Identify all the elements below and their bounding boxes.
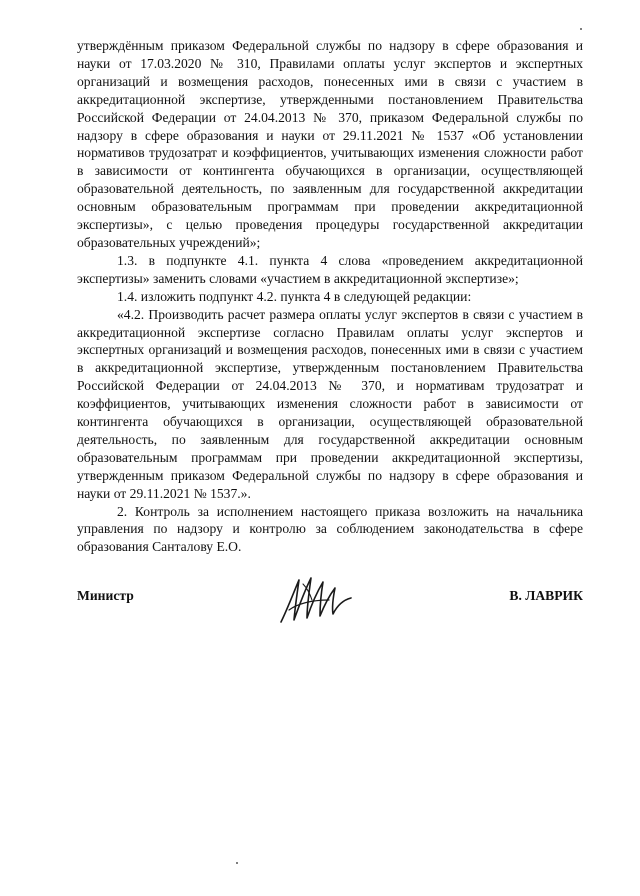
paragraph-item-2: 2. Контроль за исполнением настоящего приказа возложить на начальника управления по надзору и контролю за соблюдением законодательства в сфере образования Санталову Е.О. [77,503,583,555]
scan-speck [580,28,582,30]
paragraph-quoted-4-2: «4.2. Производить расчет размера оплаты услуг экспертов в связи с участием в аккредитационной экспертизе согласно Правилам оплаты услуг экспертов и экспертных организаций и возмещения расходов, понесенных ими в связи с участием в аккредитационной экспертизе, утвержденным постановлением Правительства Российской Федерации от 24.04.2013 № 370, и нормативам трудозатрат и коэффициентов, учитывающих изменения сложности работ в зависимости от контингента обучающихся в организации, осуществляющей образовательной деятельность, по заявленным для государственной аккредитации основным образовательным программам при проведении аккредитационной экспертизы, утвержденным приказом Федеральной службы по надзору в сфере образования и науки от 29.11.2021 № 1537.». [77,306,583,501]
paragraph-continuation: утверждённым приказом Федеральной службы по надзору в сфере образования и науки от 17.03.2020 № 310, Правилами оплаты услуг экспертов и экспертных организаций и возмещения расходов, понесенных ими в связи с участием в аккредитационной экспертизе, утвержденными постановлением Правительства Российской Федерации от 24.04.2013 № 370, приказом Федеральной службы по надзору в сфере образования и науки от 29.11.2021 № 1537 «Об установлении нормативов трудозатрат и коэффициентов, учитывающих изменения сложности работ в зависимости от контингента обучающихся в организации, осуществляющей образовательной деятельность, по заявленным для государственной аккредитации основным образовательным программам при проведении аккредитационной экспертизы», с целью проведения процедуры государственной аккредитации образовательных учреждений»; [77,38,583,250]
paragraph-item-1-3: 1.3. в подпункте 4.1. пункта 4 слова «проведением аккредитационной экспертизы» заменить словами «участием в аккредитационной экспертизе»; [77,252,583,286]
signatory-name: В. ЛАВРИК [509,588,583,603]
signatory-title: Министр [77,588,134,603]
document-body [77,37,583,556]
signature-block [77,570,583,630]
paragraph-item-1-4: 1.4. изложить подпункт 4.2. пункта 4 в следующей редакции: [117,288,472,304]
scan-speck [236,862,238,864]
handwritten-signature [277,570,357,628]
